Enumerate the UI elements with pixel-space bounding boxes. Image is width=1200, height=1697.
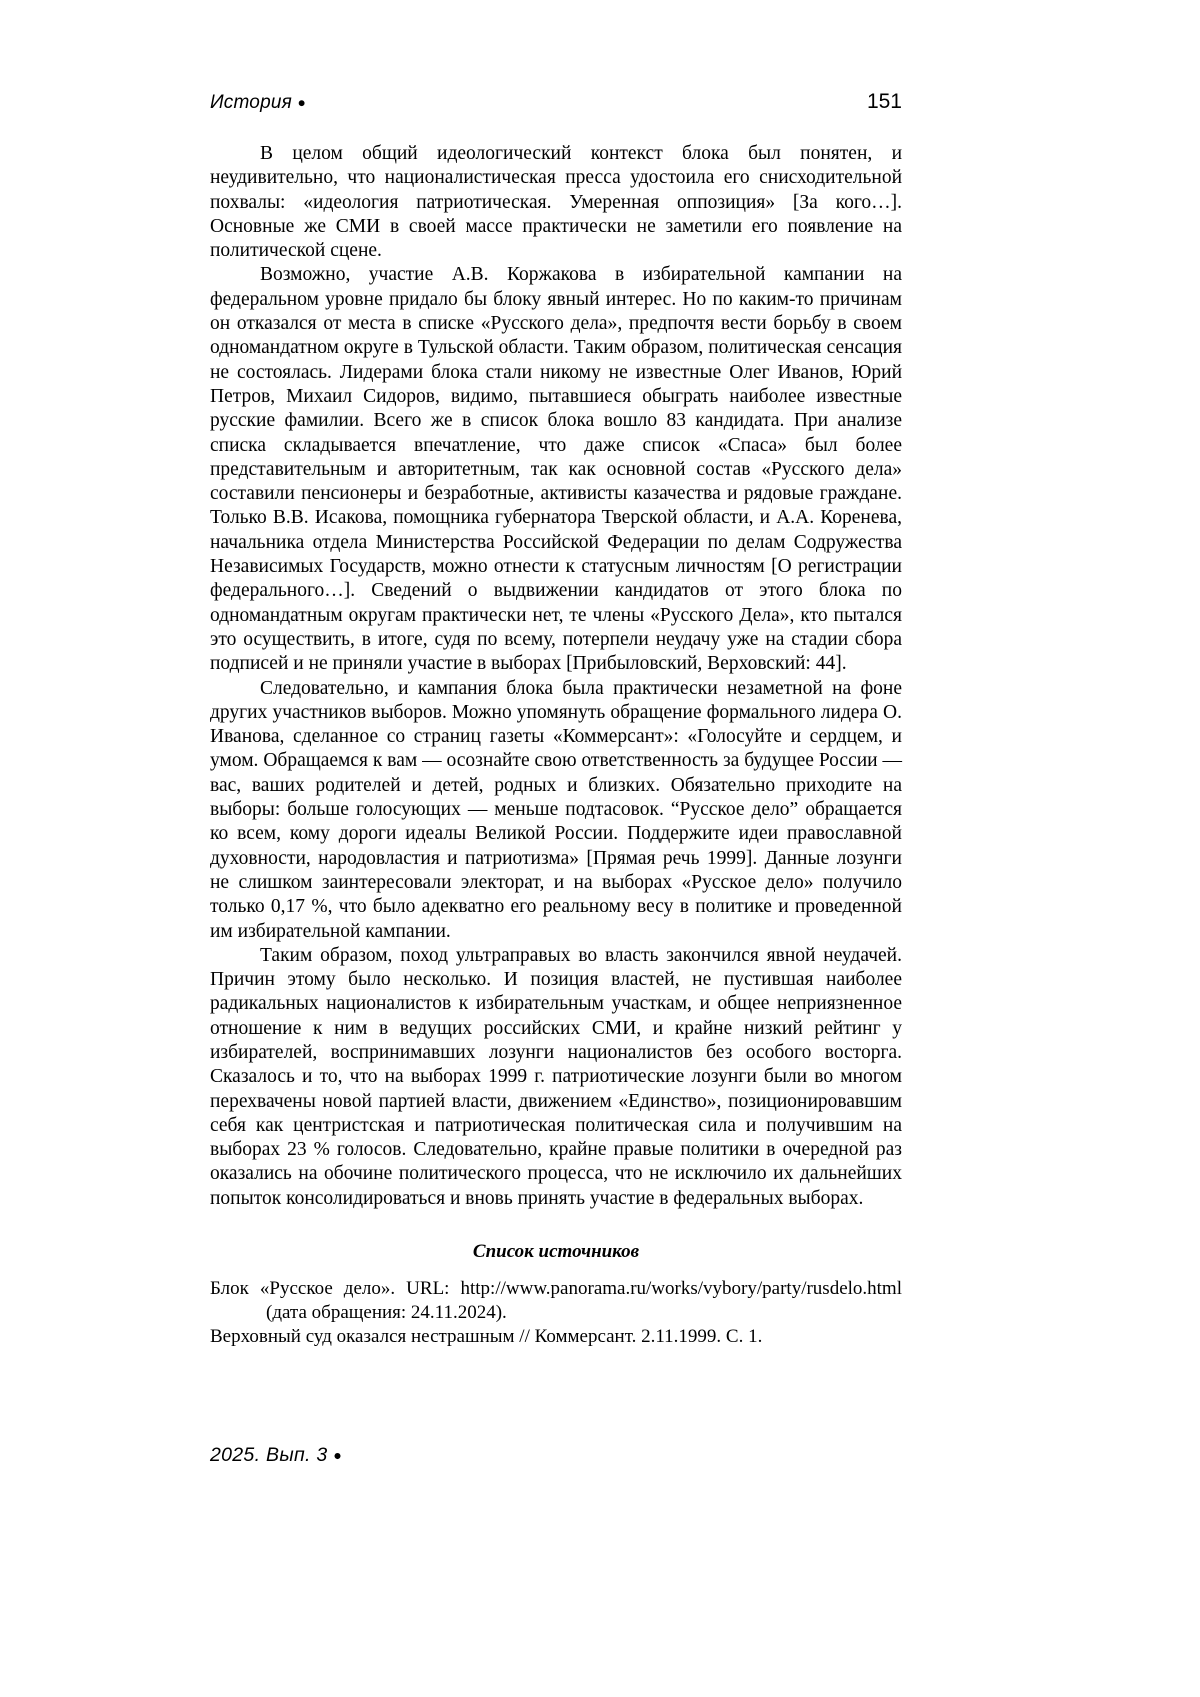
body-paragraph-1: В целом общий идеологический контекст блока был понятен, и неудивительно, что националистическая пресса удостоила его снисходительной похвалы: «идеология патриотическая. Умеренная оппозиция» [За кого…]. Основные же СМИ в своей массе практически не заметили его появление на политической сцене. [210, 143, 902, 262]
body-paragraph-4: Таким образом, поход ультраправых во власть закончился явной неудачей. Причин этому было несколько. И позиция властей, не пустившая наиболее радикальных националистов к избирательным участкам, и общее неприязненное отношение к ним в ведущих российских СМИ, и крайне низкий рейтинг у избирателей, воспринимавших лозунги националистов без особого восторга. Сказалось и то, что на выборах 1999 г. патриотические лозунги были во многом перехвачены новой партией власти, движением «Единство», позиционировавшим себя как центристская и патриотическая политическая сила и получившим на выборах 23 % голосов. Следовательно, крайне правые политики в очередной раз оказались на обочине политического процесса, что не исключило их дальнейших попыток консолидироваться и вновь принять участие в федеральных выборах. [210, 944, 902, 1209]
reference-item-2: Верховный суд оказался нестрашным // Коммерсант. 2.11.1999. С. 1. [210, 1326, 763, 1348]
reference-item-1: Блок «Русское дело». URL: http://www.panorama.ru/works/vybory/party/rusdelo.html (дата обращения: 24.11.2024). [210, 1278, 902, 1324]
bullet-icon: ● [333, 1447, 343, 1463]
running-title-text: История [210, 92, 292, 113]
sources-heading: Список источников [472, 1241, 640, 1263]
running-title [210, 92, 306, 114]
article-body [210, 142, 902, 1349]
page-header [210, 90, 902, 114]
bullet-icon: ● [297, 95, 306, 110]
page-number: 151 [866, 90, 902, 113]
body-paragraph-2: Возможно, участие А.В. Коржакова в избирательной кампании на федеральном уровне придало бы блоку явный интерес. Но по каким-то причинам он отказался от места в списке «Русского дела», предпочтя вести борьбу в своем одномандатном округе в Тульской области. Таким образом, политическая сенсация не состоялась. Лидерами блока стали никому не известные Олег Иванов, Юрий Петров, Михаил Сидоров, видимо, пытавшиеся обыграть наиболее известные русские фамилии. Всего же в список блока вошло 83 кандидата. При анализе списка складывается впечатление, что даже список «Спаса» был более представительным и авторитетным, так как основной состав «Русского дела» составили пенсионеры и безработные, активисты казачества и рядовые граждане. Только В.В. Исакова, помощника губернатора Тверской области, и А.А. Коренева, начальника отдела Министерства Российской Федерации по делам Содружества Независимых Государств, можно отнести к статусным личностям [О регистрации федерального…]. Сведений о выдвижении кандидатов от этого блока по одномандатным округам практически нет, те члены «Русского Дела», кто пытался это осуществить, в итоге, судя по всему, потерпели неудачу уже на стадии сбора подписей и не приняли участие в выборах [Прибыловский, Верховский: 44]. [210, 264, 902, 675]
journal-issue-text: 2025. Вып. 3 [210, 1444, 328, 1466]
body-paragraph-3: Следовательно, и кампания блока была практически незаметной на фоне других участников выборов. Можно упомянуть обращение формального лидера О. Иванова, сделанное со страниц газеты «Коммерсант»: «Голосуйте и сердцем, и умом. Обращаемся к вам — осознайте свою ответственность за будущее России — вас, ваших родителей и детей, родных и близких. Обязательно приходите на выборы: больше голосующих — меньше подтасовок. “Русское дело” обращается ко всем, кому дороги идеалы Великой России. Поддержите идеи православной духовности, народовластия и патриотизма» [Прямая речь 1999]. Данные лозунги не слишком заинтересовали электорат, и на выборах «Русское дело» получило только 0,17 %, что было адекватно его реальному весу в политике и проведенной им избирательной кампании. [210, 677, 902, 942]
page-footer [210, 1444, 342, 1467]
